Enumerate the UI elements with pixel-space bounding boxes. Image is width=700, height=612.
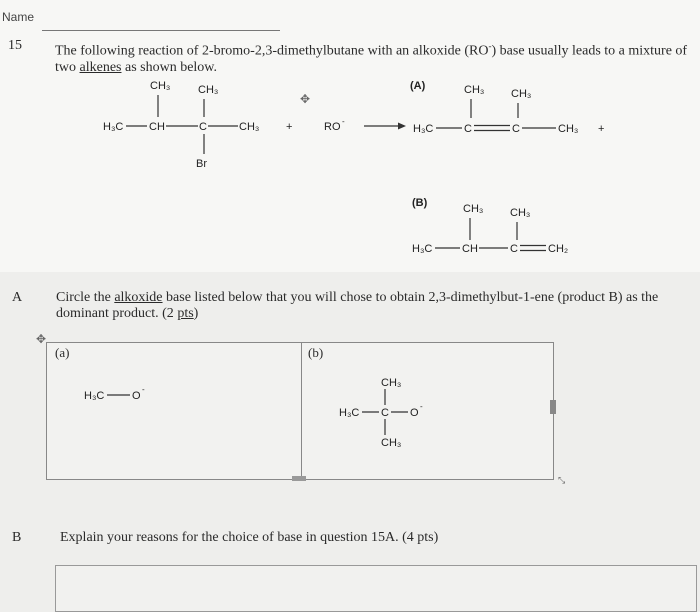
product-a-c1: C — [464, 123, 472, 135]
reactant-c: C — [199, 121, 207, 133]
option-b-h3c: H₃C — [339, 407, 360, 419]
product-a-ch3-right: CH₃ — [511, 88, 532, 100]
product-b-ch2: CH₂ — [548, 243, 569, 255]
product-a-h3c: H₃C — [413, 123, 434, 135]
part-b-letter: B — [12, 530, 22, 545]
question-number: 15 — [8, 38, 22, 53]
option-b-label: (b) — [308, 345, 324, 360]
resize-handle-right[interactable] — [550, 400, 556, 414]
option-b-box[interactable] — [301, 342, 554, 480]
name-label: Name — [2, 10, 35, 24]
reactant-ch3-left: CH₃ — [150, 80, 171, 92]
product-b-h3c: H₃C — [412, 243, 433, 255]
product-b-label: (B) — [412, 197, 428, 209]
option-a-charge: - — [142, 385, 145, 394]
reactant-br: Br — [196, 158, 207, 170]
option-b-charge: - — [420, 402, 423, 411]
option-a-o: O — [132, 390, 141, 402]
product-b-ch3-right: CH₃ — [510, 207, 531, 219]
reactant-molecule — [103, 80, 259, 170]
underlined-alkenes: alkenes — [79, 59, 122, 75]
option-a-box[interactable] — [46, 342, 303, 480]
option-b-c: C — [381, 407, 389, 419]
reactant-h3c: H₃C — [103, 121, 124, 133]
reagent-charge: - — [342, 117, 345, 126]
part-a-letter: A — [12, 290, 23, 305]
product-a-molecule — [410, 80, 604, 135]
part-b-question: Explain your reasons for the choice of base in question 15A. (4 pts) — [60, 530, 439, 545]
option-a-label: (a) — [55, 345, 70, 360]
product-b-ch: CH — [462, 243, 478, 255]
product-a-label: (A) — [410, 80, 426, 92]
option-b-o: O — [410, 407, 419, 419]
product-b-molecule — [412, 197, 568, 255]
reactant-ch3-right: CH₃ — [198, 84, 219, 96]
product-a-ch3-left: CH₃ — [464, 84, 485, 96]
resize-corner-icon[interactable]: ⤡ — [558, 476, 566, 486]
resize-handle-bottom[interactable] — [292, 476, 306, 481]
reactant-ch: CH — [149, 121, 165, 133]
move-handle-icon[interactable]: ✥ — [36, 332, 47, 346]
product-a-c2: C — [512, 123, 520, 135]
option-b-ch3-bottom: CH₃ — [381, 437, 402, 449]
reactant-ch3-end: CH₃ — [239, 121, 260, 133]
question-statement: The following reaction of 2-bromo-2,3-dimethylbutane with an alkoxide (RO-) base usually leads to a mixture of two alkenes as shown below. — [55, 41, 688, 75]
reagent-ro: RO — [324, 121, 341, 133]
plus-sign-2: + — [598, 123, 605, 135]
option-a-h3c: H₃C — [84, 390, 105, 402]
product-a-ch3-end: CH₃ — [558, 123, 579, 135]
option-b-ch3-top: CH₃ — [381, 377, 402, 389]
part-a-question: Circle the alkoxide base listed below that you will chose to obtain 2,3-dimethylbut-1-ene (product B) as the dominant product. (2 pts) — [56, 290, 659, 321]
part-b-answer-box[interactable] — [55, 565, 697, 612]
product-b-ch3-left: CH₃ — [463, 203, 484, 215]
plus-sign-1: + — [286, 121, 293, 133]
reaction-arrowhead — [398, 123, 406, 130]
move-cursor-icon: ✥ — [300, 92, 311, 106]
product-b-c: C — [510, 243, 518, 255]
